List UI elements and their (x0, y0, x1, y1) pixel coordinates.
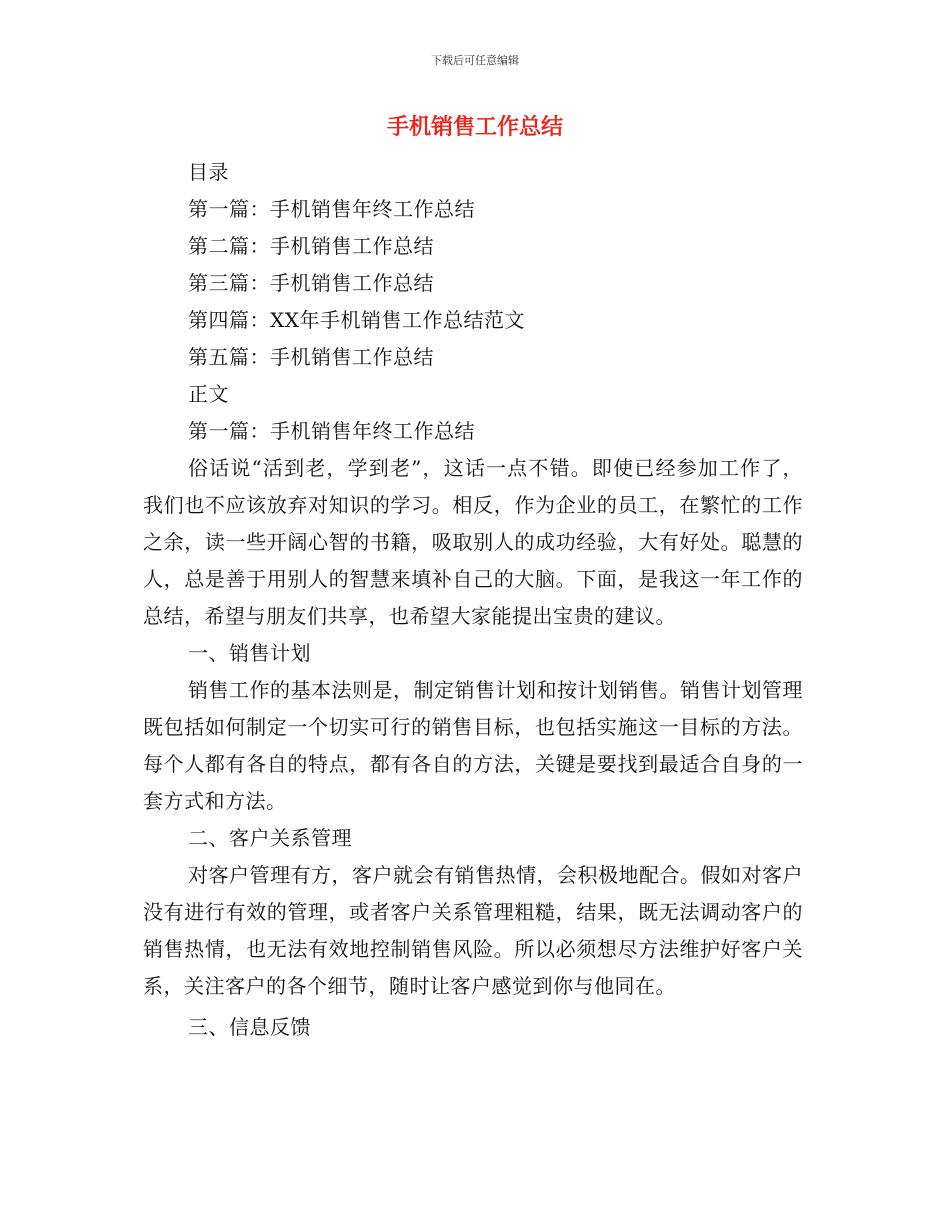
intro-paragraph: 俗话说“活到老，学到老”，这话一点不错。即使已经参加工作了，我们也不应该放弃对知识的学习。相反，作为企业的员工，在繁忙的工作之余，读一些开阔心智的书籍，吸取别人的成功经验，大有好处。聪慧的人，总是善于用别人的智慧来填补自己的大脑。下面，是我这一年工作的总结，希望与朋友们共享，也希望大家能提出宝贵的建议。 (143, 456, 803, 628)
toc-item: 第二篇：手机销售工作总结 (188, 234, 434, 258)
document-title: 手机销售工作总结 (386, 115, 563, 140)
body-label: 正文 (188, 382, 229, 406)
section-heading-sales-plan: 一、销售计划 (188, 641, 311, 665)
toc-item: 第三篇：手机销售工作总结 (188, 271, 434, 295)
section-paragraph-sales-plan: 销售工作的基本法则是，制定销售计划和按计划销售。销售计划管理既包括如何制定一个切实可行的销售目标，也包括实施这一目标的方法。每个人都有各自的特点，都有各自的方法，关键是要找到最适合自身的一套方式和方法。 (143, 678, 803, 813)
toc-item: 第一篇：手机销售年终工作总结 (188, 197, 475, 221)
section-heading-feedback: 三、信息反馈 (188, 1015, 311, 1039)
toc-item: 第五篇：手机销售工作总结 (188, 345, 434, 369)
section-paragraph-customer-relations: 对客户管理有方，客户就会有销售热情，会积极地配合。假如对客户没有进行有效的管理，或者客户关系管理粗糙，结果，既无法调动客户的销售热情，也无法有效地控制销售风险。所以必须想尽方法维护好客户关系，关注客户的各个细节，随时让客户感觉到你与他同在。 (143, 863, 803, 998)
chapter-title: 第一篇：手机销售年终工作总结 (188, 419, 475, 443)
document-body (143, 154, 803, 1046)
page-header-note: 下载后可任意编辑 (431, 54, 519, 67)
section-heading-customer-relations: 二、客户关系管理 (188, 826, 352, 850)
toc-item: 第四篇：XX年手机销售工作总结范文 (188, 308, 525, 332)
toc-label: 目录 (188, 160, 229, 184)
